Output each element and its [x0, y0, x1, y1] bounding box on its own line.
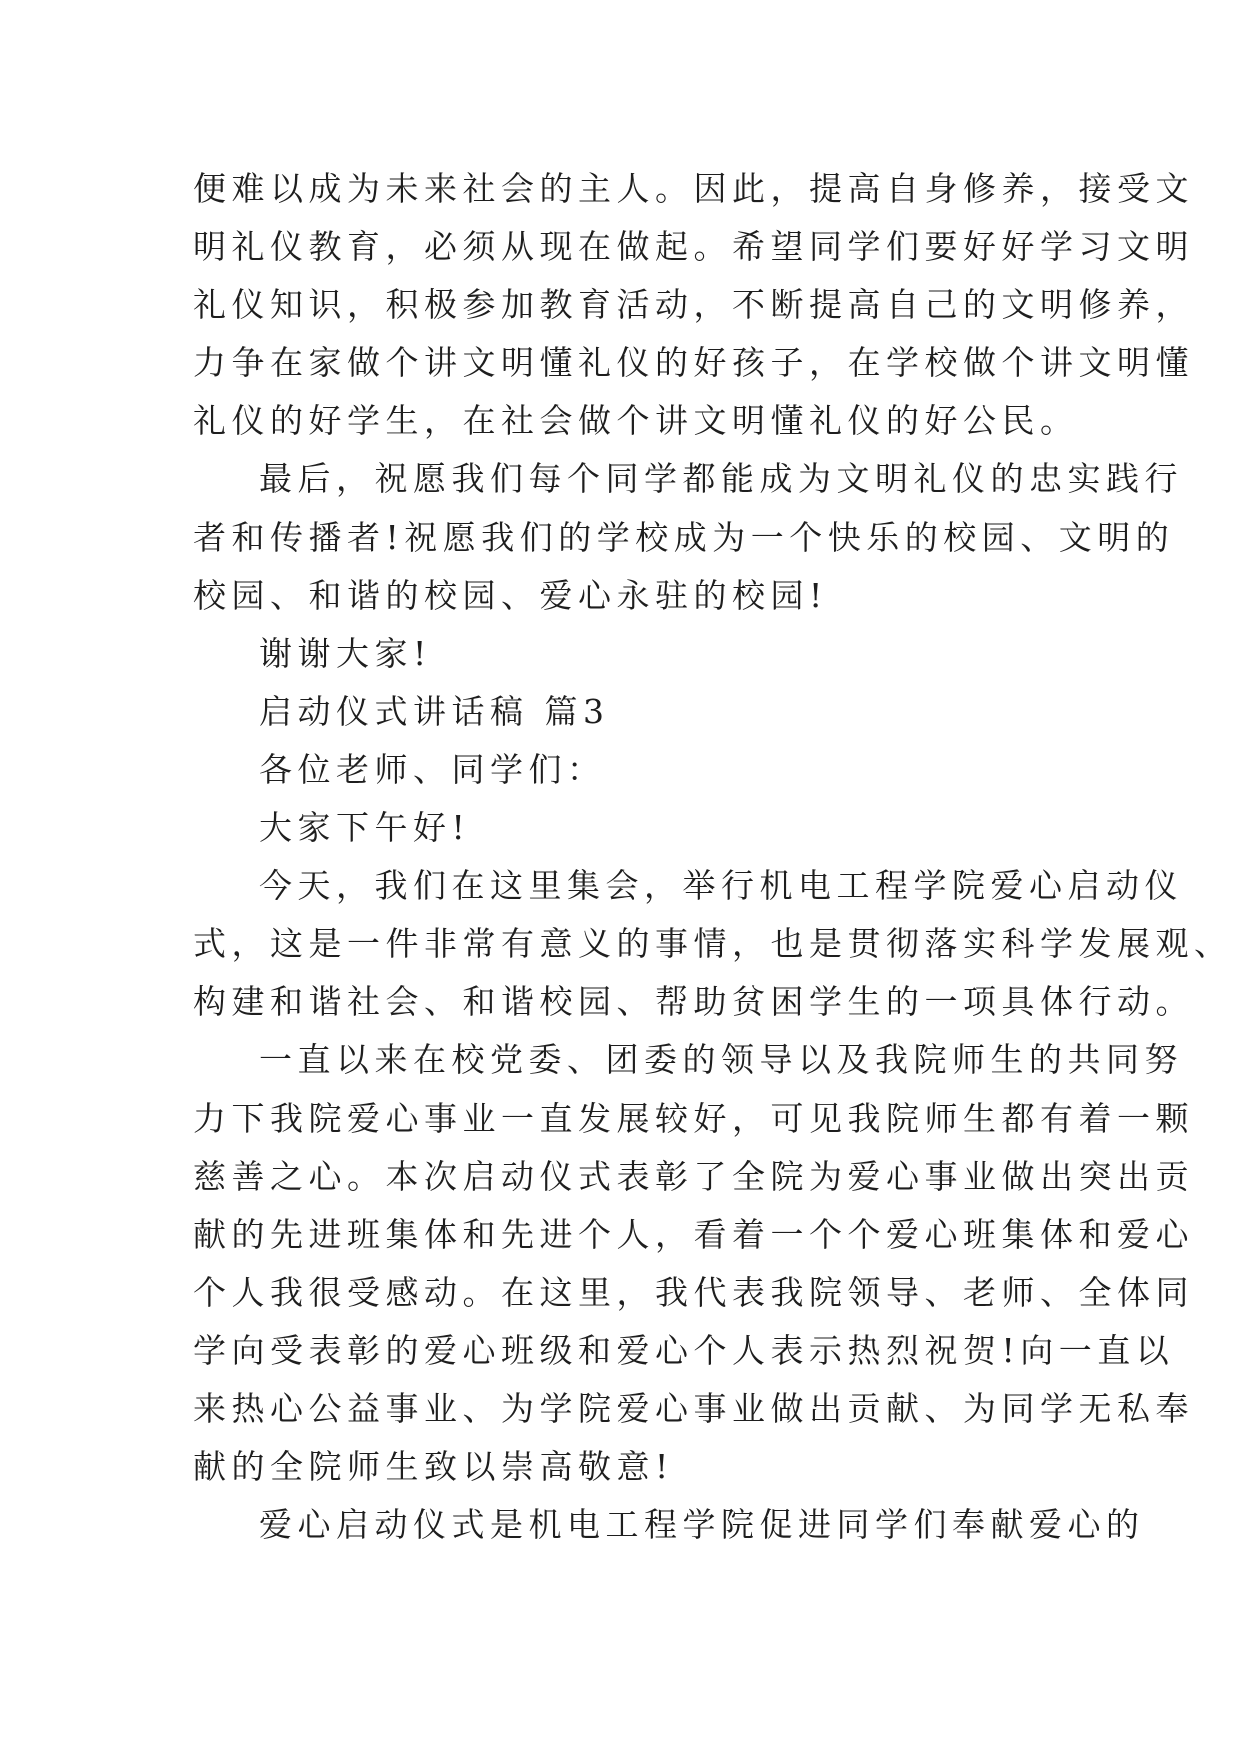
- paragraph-first-line: 爱心启动仪式是机电工程学院促进同学们奉献爱心的: [259, 1505, 1145, 1545]
- text-line: 者和传播者!祝愿我们的学校成为一个快乐的校园、文明的: [193, 517, 1175, 557]
- text-line: 来热心公益事业、为学院爱心事业做出贡献、为同学无私奉: [193, 1388, 1194, 1428]
- text-line: 构建和谐社会、和谐校园、帮助贫困学生的一项具体行动。: [193, 982, 1194, 1022]
- closing-thanks: 谢谢大家!: [259, 633, 432, 673]
- text-line: 礼仪知识，积极参加教育活动，不断提高自己的文明修养，: [193, 285, 1194, 325]
- text-line: 校园、和谐的校园、爱心永驻的校园!: [193, 575, 828, 615]
- document-body: [193, 160, 1233, 1554]
- greeting: 大家下午好!: [259, 808, 471, 848]
- salutation: 各位老师、同学们：: [259, 749, 606, 789]
- text-line: 力争在家做个讲文明懂礼仪的好孩子，在学校做个讲文明懂: [193, 343, 1194, 383]
- paragraph-first-line: 一直以来在校党委、团委的领导以及我院师生的共同努: [259, 1040, 1183, 1080]
- text-line: 礼仪的好学生，在社会做个讲文明懂礼仪的好公民。: [193, 401, 1079, 441]
- paragraph-first-line: 今天，我们在这里集会，举行机电工程学院爱心启动仪: [259, 866, 1183, 906]
- text-line: 力下我院爱心事业一直发展较好，可见我院师生都有着一颗: [193, 1098, 1194, 1138]
- text-line: 学向受表彰的爱心班级和爱心个人表示热烈祝贺!向一直以: [193, 1330, 1175, 1370]
- text-line: 式，这是一件非常有意义的事情，也是贯彻落实科学发展观、: [193, 924, 1233, 964]
- text-line: 便难以成为未来社会的主人。因此，提高自身修养，接受文: [193, 169, 1194, 208]
- text-line: 明礼仪教育，必须从现在做起。希望同学们要好好学习文明: [193, 227, 1194, 267]
- section-heading: 启动仪式讲话稿 篇3: [259, 691, 610, 731]
- text-line: 个人我很受感动。在这里，我代表我院领导、老师、全体同: [193, 1272, 1194, 1312]
- text-line: 慈善之心。本次启动仪式表彰了全院为爱心事业做出突出贡: [193, 1156, 1194, 1196]
- text-line: 献的全院师生致以崇高敬意!: [193, 1447, 674, 1487]
- paragraph-first-line: 最后，祝愿我们每个同学都能成为文明礼仪的忠实践行: [259, 459, 1183, 499]
- text-line: 献的先进班集体和先进个人，看着一个个爱心班集体和爱心: [193, 1214, 1194, 1254]
